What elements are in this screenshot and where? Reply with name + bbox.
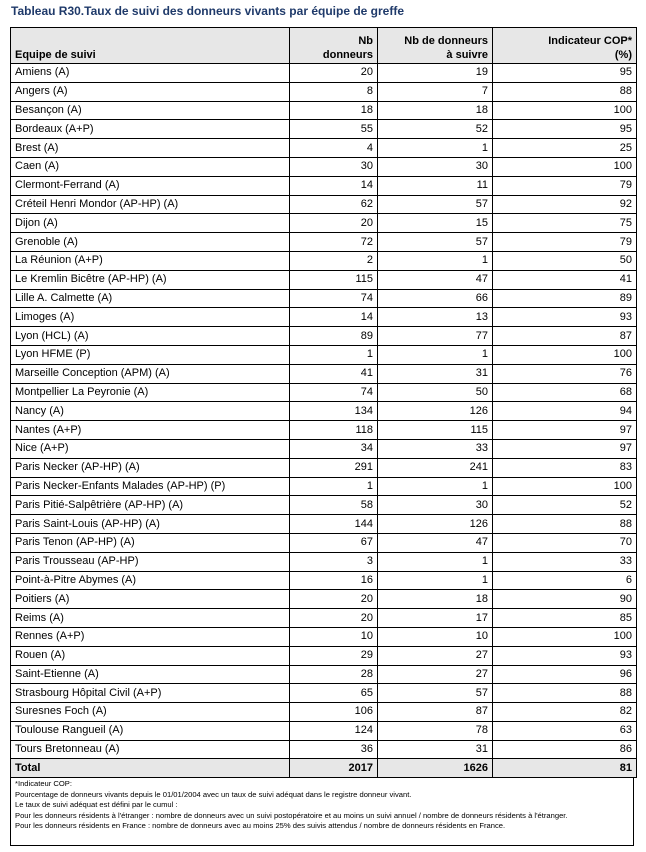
cell-team: Strasbourg Hôpital Civil (A+P) — [11, 684, 290, 703]
cell-team: La Réunion (A+P) — [11, 251, 290, 270]
table-row — [11, 496, 637, 515]
cell-donors: 4 — [290, 139, 378, 158]
cell-followed: 18 — [378, 590, 493, 609]
cell-donors: 41 — [290, 364, 378, 383]
cell-followed: 18 — [378, 101, 493, 120]
table-row — [11, 665, 637, 684]
table-row — [11, 627, 637, 646]
cell-team: Marseille Conception (APM) (A) — [11, 364, 290, 383]
cell-followed: 1626 — [378, 759, 493, 778]
cell-donors: 8 — [290, 82, 378, 101]
cell-cop: 89 — [493, 289, 637, 308]
col-header-cop: Indicateur COP* (%) — [493, 28, 637, 64]
table-row — [11, 364, 637, 383]
cell-followed: 1 — [378, 251, 493, 270]
cell-donors: 134 — [290, 402, 378, 421]
cell-followed: 115 — [378, 421, 493, 440]
table-row — [11, 646, 637, 665]
cell-cop: 100 — [493, 157, 637, 176]
cell-cop: 96 — [493, 665, 637, 684]
cell-donors: 89 — [290, 327, 378, 346]
table-body — [11, 64, 637, 778]
footnote-line: *Indicateur COP: — [15, 779, 72, 788]
cell-cop: 68 — [493, 383, 637, 402]
total-row — [11, 759, 637, 778]
cell-cop: 83 — [493, 458, 637, 477]
cell-followed: 50 — [378, 383, 493, 402]
cell-cop: 100 — [493, 627, 637, 646]
cell-followed: 77 — [378, 327, 493, 346]
cell-donors: 34 — [290, 439, 378, 458]
footnotes — [10, 777, 634, 846]
table-row — [11, 270, 637, 289]
cell-cop: 6 — [493, 571, 637, 590]
table-container — [10, 27, 636, 778]
cell-donors: 65 — [290, 684, 378, 703]
cell-cop: 92 — [493, 195, 637, 214]
cell-cop: 88 — [493, 82, 637, 101]
cell-cop: 75 — [493, 214, 637, 233]
table-row — [11, 233, 637, 252]
cell-cop: 88 — [493, 684, 637, 703]
cell-followed: 11 — [378, 176, 493, 195]
table-row — [11, 64, 637, 83]
cell-cop: 95 — [493, 120, 637, 139]
data-table — [10, 27, 637, 778]
col-header-team: Equipe de suivi — [11, 28, 290, 64]
cell-followed: 66 — [378, 289, 493, 308]
cell-followed: 47 — [378, 270, 493, 289]
cell-team: Brest (A) — [11, 139, 290, 158]
cell-donors: 30 — [290, 157, 378, 176]
cell-donors: 74 — [290, 289, 378, 308]
cell-donors: 1 — [290, 345, 378, 364]
table-row — [11, 684, 637, 703]
table-row — [11, 458, 637, 477]
cell-cop: 93 — [493, 308, 637, 327]
cell-donors: 20 — [290, 590, 378, 609]
cell-followed: 57 — [378, 233, 493, 252]
cell-team: Dijon (A) — [11, 214, 290, 233]
cell-team: Nice (A+P) — [11, 439, 290, 458]
cell-followed: 30 — [378, 157, 493, 176]
cell-team: Reims (A) — [11, 609, 290, 628]
cell-team: Limoges (A) — [11, 308, 290, 327]
cell-donors: 36 — [290, 740, 378, 759]
cell-followed: 52 — [378, 120, 493, 139]
cell-donors: 14 — [290, 176, 378, 195]
cell-followed: 15 — [378, 214, 493, 233]
cell-followed: 1 — [378, 477, 493, 496]
cell-cop: 79 — [493, 176, 637, 195]
cell-team: Paris Necker (AP-HP) (A) — [11, 458, 290, 477]
cell-followed: 33 — [378, 439, 493, 458]
cell-donors: 67 — [290, 533, 378, 552]
cell-team: Total — [11, 759, 290, 778]
cell-donors: 144 — [290, 515, 378, 534]
table-row — [11, 552, 637, 571]
cell-followed: 31 — [378, 364, 493, 383]
cell-team: Lyon (HCL) (A) — [11, 327, 290, 346]
cell-cop: 100 — [493, 477, 637, 496]
cell-cop: 85 — [493, 609, 637, 628]
cell-followed: 57 — [378, 195, 493, 214]
cell-followed: 87 — [378, 703, 493, 722]
cell-cop: 63 — [493, 721, 637, 740]
cell-donors: 10 — [290, 627, 378, 646]
table-row — [11, 308, 637, 327]
cell-cop: 50 — [493, 251, 637, 270]
table-row — [11, 120, 637, 139]
cell-team: Clermont-Ferrand (A) — [11, 176, 290, 195]
cell-donors: 72 — [290, 233, 378, 252]
cell-followed: 1 — [378, 345, 493, 364]
table-row — [11, 590, 637, 609]
cell-donors: 55 — [290, 120, 378, 139]
cell-cop: 90 — [493, 590, 637, 609]
cell-donors: 20 — [290, 64, 378, 83]
cell-team: Paris Saint-Louis (AP-HP) (A) — [11, 515, 290, 534]
cell-donors: 118 — [290, 421, 378, 440]
cell-team: Créteil Henri Mondor (AP-HP) (A) — [11, 195, 290, 214]
header-row — [11, 28, 637, 64]
cell-followed: 13 — [378, 308, 493, 327]
cell-team: Lille A. Calmette (A) — [11, 289, 290, 308]
cell-followed: 1 — [378, 139, 493, 158]
cell-donors: 74 — [290, 383, 378, 402]
cell-team: Paris Trousseau (AP-HP) — [11, 552, 290, 571]
cell-followed: 126 — [378, 515, 493, 534]
table-row — [11, 327, 637, 346]
cell-cop: 81 — [493, 759, 637, 778]
cell-cop: 33 — [493, 552, 637, 571]
table-row — [11, 439, 637, 458]
cell-followed: 10 — [378, 627, 493, 646]
cell-team: Poitiers (A) — [11, 590, 290, 609]
table-row — [11, 609, 637, 628]
cell-team: Angers (A) — [11, 82, 290, 101]
cell-cop: 82 — [493, 703, 637, 722]
cell-cop: 97 — [493, 421, 637, 440]
cell-cop: 52 — [493, 496, 637, 515]
cell-cop: 94 — [493, 402, 637, 421]
cell-followed: 30 — [378, 496, 493, 515]
cell-donors: 29 — [290, 646, 378, 665]
table-row — [11, 289, 637, 308]
cell-followed: 31 — [378, 740, 493, 759]
cell-donors: 58 — [290, 496, 378, 515]
cell-team: Point-à-Pitre Abymes (A) — [11, 571, 290, 590]
cell-followed: 47 — [378, 533, 493, 552]
cell-cop: 76 — [493, 364, 637, 383]
table-row — [11, 721, 637, 740]
cell-cop: 25 — [493, 139, 637, 158]
cell-followed: 27 — [378, 646, 493, 665]
cell-team: Suresnes Foch (A) — [11, 703, 290, 722]
table-row — [11, 157, 637, 176]
cell-team: Besançon (A) — [11, 101, 290, 120]
cell-followed: 126 — [378, 402, 493, 421]
cell-team: Rennes (A+P) — [11, 627, 290, 646]
cell-donors: 124 — [290, 721, 378, 740]
table-row — [11, 383, 637, 402]
cell-cop: 86 — [493, 740, 637, 759]
cell-followed: 19 — [378, 64, 493, 83]
cell-donors: 20 — [290, 609, 378, 628]
table-row — [11, 82, 637, 101]
table-row — [11, 214, 637, 233]
cell-team: Tours Bretonneau (A) — [11, 740, 290, 759]
table-row — [11, 477, 637, 496]
table-row — [11, 101, 637, 120]
table-row — [11, 345, 637, 364]
table-row — [11, 195, 637, 214]
cell-donors: 106 — [290, 703, 378, 722]
cell-cop: 93 — [493, 646, 637, 665]
table-row — [11, 139, 637, 158]
table-row — [11, 421, 637, 440]
table-row — [11, 515, 637, 534]
cell-cop: 97 — [493, 439, 637, 458]
table-row — [11, 176, 637, 195]
cell-donors: 16 — [290, 571, 378, 590]
col-header-followed: Nb de donneurs à suivre — [378, 28, 493, 64]
cell-followed: 241 — [378, 458, 493, 477]
cell-team: Lyon HFME (P) — [11, 345, 290, 364]
footnote-line: Pourcentage de donneurs vivants depuis le 01/01/2004 avec un taux de suivi adéquat dans le registre donneur vivant. — [15, 789, 412, 799]
cell-team: Toulouse Rangueil (A) — [11, 721, 290, 740]
table-row — [11, 251, 637, 270]
cell-donors: 62 — [290, 195, 378, 214]
table-row — [11, 740, 637, 759]
cell-cop: 95 — [493, 64, 637, 83]
cell-team: Montpellier La Peyronie (A) — [11, 383, 290, 402]
cell-team: Le Kremlin Bicêtre (AP-HP) (A) — [11, 270, 290, 289]
cell-donors: 115 — [290, 270, 378, 289]
cell-team: Amiens (A) — [11, 64, 290, 83]
cell-followed: 17 — [378, 609, 493, 628]
table-row — [11, 533, 637, 552]
cell-cop: 88 — [493, 515, 637, 534]
table-row — [11, 402, 637, 421]
cell-donors: 28 — [290, 665, 378, 684]
col-header-donors: Nb donneurs — [290, 28, 378, 64]
cell-team: Rouen (A) — [11, 646, 290, 665]
table-row — [11, 703, 637, 722]
cell-cop: 79 — [493, 233, 637, 252]
cell-team: Grenoble (A) — [11, 233, 290, 252]
cell-followed: 1 — [378, 571, 493, 590]
cell-donors: 18 — [290, 101, 378, 120]
cell-team: Nancy (A) — [11, 402, 290, 421]
cell-followed: 78 — [378, 721, 493, 740]
cell-team: Bordeaux (A+P) — [11, 120, 290, 139]
cell-cop: 87 — [493, 327, 637, 346]
table-row — [11, 571, 637, 590]
cell-team: Nantes (A+P) — [11, 421, 290, 440]
cell-cop: 70 — [493, 533, 637, 552]
cell-followed: 27 — [378, 665, 493, 684]
cell-team: Paris Necker-Enfants Malades (AP-HP) (P) — [11, 477, 290, 496]
footnote-line: Le taux de suivi adéquat est défini par le cumul : — [15, 800, 178, 810]
cell-donors: 2 — [290, 251, 378, 270]
cell-cop: 41 — [493, 270, 637, 289]
cell-team: Caen (A) — [11, 157, 290, 176]
cell-cop: 100 — [493, 345, 637, 364]
footnote-line: Pour les donneurs résidents en France : nombre de donneurs avec au moins 25% des suivis attendus / nombre de donneurs résidents en France. — [15, 821, 506, 831]
cell-donors: 291 — [290, 458, 378, 477]
cell-followed: 1 — [378, 552, 493, 571]
cell-team: Paris Tenon (AP-HP) (A) — [11, 533, 290, 552]
cell-followed: 57 — [378, 684, 493, 703]
cell-team: Paris Pitié-Salpêtrière (AP-HP) (A) — [11, 496, 290, 515]
cell-donors: 1 — [290, 477, 378, 496]
cell-team: Saint-Etienne (A) — [11, 665, 290, 684]
cell-followed: 7 — [378, 82, 493, 101]
cell-donors: 3 — [290, 552, 378, 571]
table-title: Tableau R30.Taux de suivi des donneurs vivants par équipe de greffe — [11, 4, 404, 18]
cell-cop: 100 — [493, 101, 637, 120]
cell-donors: 14 — [290, 308, 378, 327]
cell-donors: 2017 — [290, 759, 378, 778]
cell-donors: 20 — [290, 214, 378, 233]
footnote-line: Pour les donneurs résidents à l'étranger : nombre de donneurs avec un suivi postopératoire et au moins un suivi annuel / nombre de donneurs résidents à l'étranger. — [15, 810, 568, 820]
